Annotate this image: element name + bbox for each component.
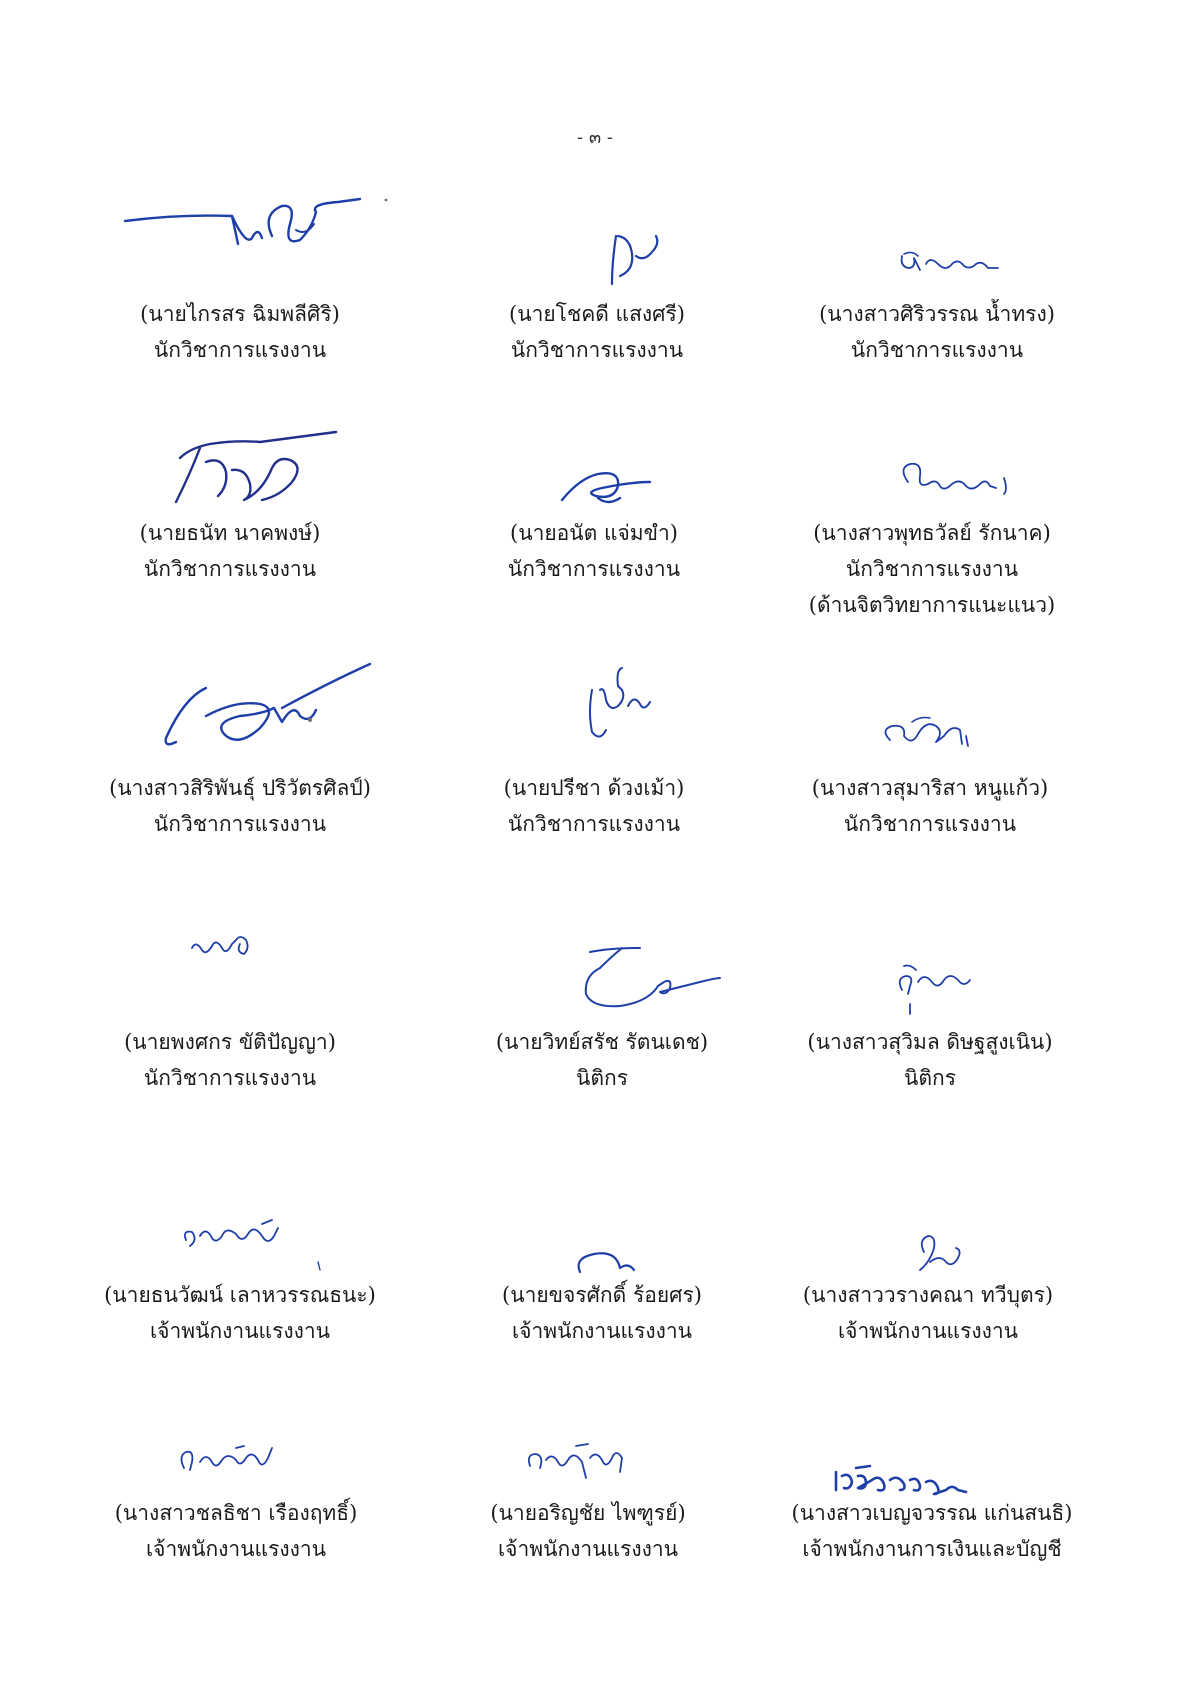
signatory-name: (นายโชคดี แสงศรี) <box>509 302 685 326</box>
signatory-block <box>740 770 1120 842</box>
signatory-name: (นางสาวศิริวรรณ น้ำทรง) <box>819 302 1055 326</box>
signatory-name: (นายขจรศักดิ์ ร้อยศร) <box>502 1283 702 1307</box>
signatory-block <box>738 1277 1118 1349</box>
signatory-block <box>742 1495 1122 1567</box>
signatory-block <box>50 296 430 368</box>
signatory-block <box>50 1277 430 1349</box>
signature-2 <box>612 236 657 284</box>
signatory-position: เจ้าพนักงานการเงินและบัญชี <box>802 1537 1062 1561</box>
signature-7 <box>166 664 370 744</box>
signatory-position: นักวิชาการแรงงาน <box>843 812 1017 836</box>
signatory-position: นักวิชาการแรงงาน <box>153 812 327 836</box>
signatory-block <box>412 1024 792 1096</box>
signature-4 <box>176 432 336 502</box>
signatory-position: นักวิชาการแรงงาน <box>850 338 1024 362</box>
signatory-name: (นายอนัต แจ่มขำ) <box>510 521 678 545</box>
signatory-name: (นางสาวสุมาริสา หนูแก้ว) <box>811 776 1049 800</box>
signatory-name: (นางสาวสุวิมล ดิษฐสูงเนิน) <box>807 1030 1053 1054</box>
signatory-block <box>50 770 430 842</box>
signatory-name: (นายธนัท นาคพงษ์) <box>139 521 321 545</box>
signature-12 <box>900 966 970 1015</box>
signatory-block <box>412 1277 792 1349</box>
signatory-position: นักวิชาการแรงงาน <box>507 812 681 836</box>
signature-5 <box>562 473 650 502</box>
signatory-name: (นางสาวสิริพันธุ์ ปริวัตรศิลป์) <box>109 776 371 800</box>
signatory-position: เจ้าพนักงานแรงงาน <box>145 1537 327 1561</box>
signature-18 <box>836 1466 966 1494</box>
signatory-name: (นางสาวชลธิชา เรืองฤทธิ์) <box>114 1501 358 1525</box>
signatory-position: นักวิชาการแรงงาน <box>143 557 317 581</box>
signatory-position: เจ้าพนักงานแรงงาน <box>837 1319 1019 1343</box>
signatory-name: (นายวิทย์สรัช รัตนเดช) <box>495 1030 709 1054</box>
signatory-position: นักวิชาการแรงงาน <box>143 1066 317 1090</box>
signatory-position: นิติกร <box>904 1066 956 1090</box>
signature-10 <box>192 937 248 954</box>
signatory-position: เจ้าพนักงานแรงงาน <box>511 1319 693 1343</box>
signatory-block <box>740 1024 1120 1096</box>
signatory-block <box>40 515 420 587</box>
signature-17 <box>529 1444 622 1478</box>
page-number: - ๓ - <box>577 127 613 148</box>
signatory-name: (นายไกรสร ฉิมพลีศิริ) <box>140 302 340 326</box>
signatory-name: (นางสาวพุทธวัลย์ รักนาค) <box>813 521 1051 545</box>
signature-11 <box>586 948 720 1006</box>
signatory-position-note: (ด้านจิตวิทยาการแนะแนว) <box>808 593 1056 617</box>
signatory-block <box>40 1024 420 1096</box>
signatory-position: นักวิชาการแรงงาน <box>510 338 684 362</box>
signature-13 <box>185 1220 320 1270</box>
signature-8 <box>590 668 650 737</box>
signatory-block <box>46 1495 426 1567</box>
signatory-position: เจ้าพนักงานแรงงาน <box>149 1319 331 1343</box>
signatory-name: (นายพงศกร ขัติปัญญา) <box>124 1030 336 1054</box>
signature-16 <box>181 1446 272 1470</box>
signatory-position: นักวิชาการแรงงาน <box>507 557 681 581</box>
signatory-block <box>398 1495 778 1567</box>
signatory-position: นิติกร <box>576 1066 628 1090</box>
signatory-name: (นางสาวเบญจวรรณ แก่นสนธิ) <box>791 1501 1073 1525</box>
signature-9 <box>885 718 968 747</box>
signatory-name: (นายปรีชา ด้วงเม้า) <box>503 776 685 800</box>
signature-6 <box>903 464 1006 494</box>
signatory-block <box>742 515 1122 623</box>
signatory-position: นักวิชาการแรงงาน <box>845 557 1019 581</box>
signature-15 <box>920 1236 960 1270</box>
signatory-position: นักวิชาการแรงงาน <box>153 338 327 362</box>
signatory-block <box>407 296 787 368</box>
signatory-block <box>404 770 784 842</box>
signatory-block <box>404 515 784 587</box>
signature-3 <box>902 252 998 270</box>
signature-1 <box>125 199 387 244</box>
signatory-position: เจ้าพนักงานแรงงาน <box>497 1537 679 1561</box>
signatory-name: (นายธนวัฒน์ เลาหวรรณธนะ) <box>104 1283 376 1307</box>
signature-14 <box>579 1253 634 1272</box>
signatory-block <box>747 296 1127 368</box>
signatory-name: (นายอริญชัย ไพฑูรย์) <box>490 1501 686 1525</box>
signatory-name: (นางสาววรางคณา ทวีบุตร) <box>802 1283 1054 1307</box>
